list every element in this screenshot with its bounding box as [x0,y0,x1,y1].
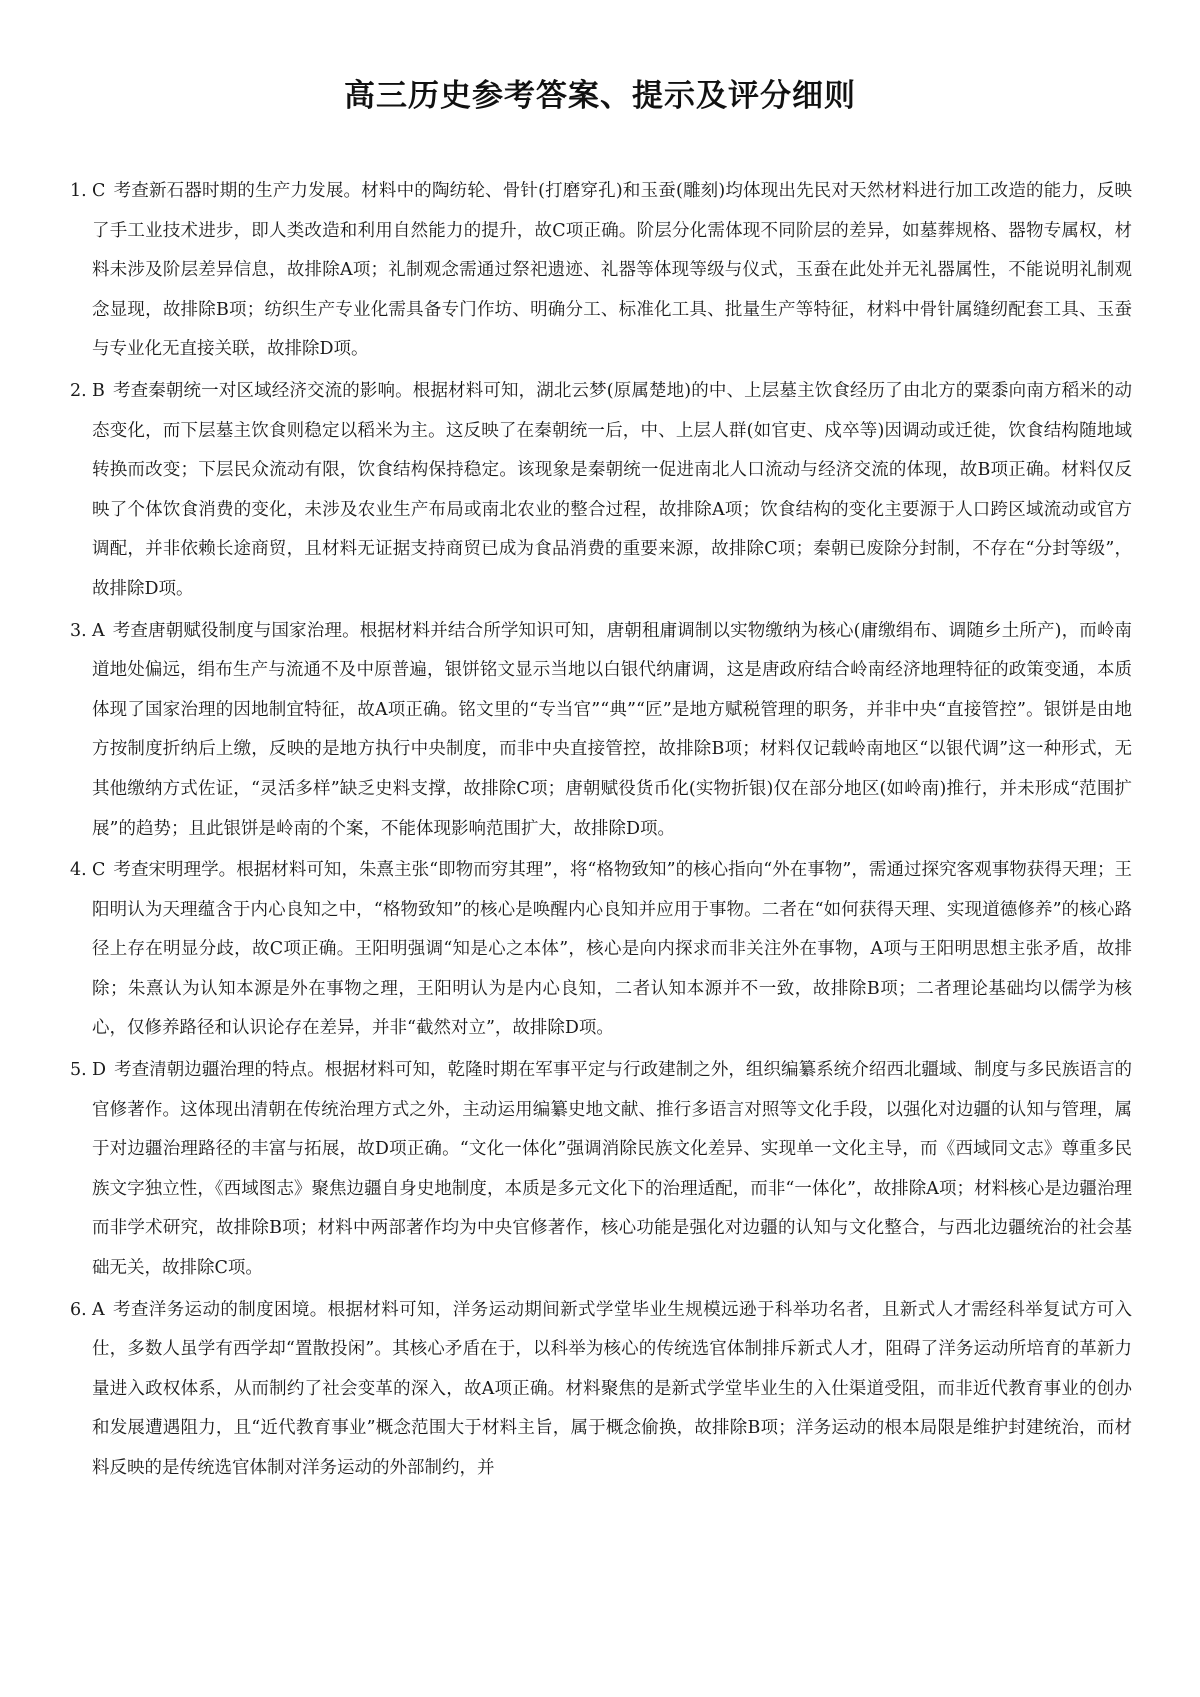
answer-item-6 [70,1291,1132,1489]
item-answer-letter: D [92,1060,107,1081]
answer-item-1 [70,172,1132,370]
answer-item-4 [70,851,1132,1049]
answer-item-5 [70,1051,1132,1289]
page-title: 高三历史参考答案、提示及评分细则 [344,78,856,114]
item-explanation: 考查宋明理学。根据材料可知，朱熹主张“即物而穷其理”，将“格物致知”的核心指向“外在事物”，需通过探究客观事物获得天理；王阳明认为天理蕴含于内心良知之中，“格物致知”的核心是唤醒内心良知并应用于事物。二者在“如何获得天理、实现道德修养”的核心路径上存在明显分歧，故C项正确。王阳明强调“知是心之本体”，核心是向内探求而非关注外在事物，A项与王阳明思想主张矛盾，故排除；朱熹认为认知本源是外在事物之理，王阳明认为是内心良知，二者认知本源并不一致，故排除B项；二者理论基础均以儒学为核心，仅修养路径和认识论存在差异，并非“截然对立”，故排除D项。 [92,860,1132,1039]
item-number: 1. [70,181,87,201]
item-number: 2. [70,380,87,401]
item-explanation: 考查唐朝赋役制度与国家治理。根据材料并结合所学知识可知，唐朝租庸调制以实物缴纳为核心(庸缴绢布、调随乡土所产)，而岭南道地处偏远，绢布生产与流通不及中原普遍，银饼铭文显示当地以白银代纳庸调，这是唐政府结合岭南经济地理特征的政策变通，本质体现了国家治理的因地制宜特征，故A项正确。铭文里的“专当官”“典”“匠”是地方赋税管理的职务，并非中央“直接管控”。银饼是由地方按制度折纳后上缴，反映的是地方执行中央制度，而非中央直接管控，故排除B项；材料仅记载岭南地区“以银代调”这一种形式，无其他缴纳方式佐证，“灵活多样”缺乏史料支撑，故排除C项；唐朝赋役货币化(实物折银)仅在部分地区(如岭南)推行，并未形成“范围扩展”的趋势；且此银饼是岭南的个案，不能体现影响范围扩大，故排除D项。 [92,620,1132,839]
item-number: 4. [70,860,87,881]
item-answer-letter: A [92,1299,105,1320]
item-explanation: 考查秦朝统一对区域经济交流的影响。根据材料可知，湖北云梦(原属楚地)的中、上层墓主饮食经历了由北方的粟黍向南方稻米的动态变化，而下层墓主饮食则稳定以稻米为主。这反映了在秦朝统一后，中、上层人群(如官吏、戍卒等)因调动或迁徙，饮食结构随地域转换而改变；下层民众流动有限，饮食结构保持稳定。该现象是秦朝统一促进南北人口流动与经济交流的体现，故B项正确。材料仅反映了个体饮食消费的变化，未涉及农业生产布局或南北农业的整合过程，故排除A项；饮食结构的变化主要源于人口跨区域流动或官方调配，并非依赖长途商贸，且材料无证据支持商贸已成为食品消费的重要来源，故排除C项；秦朝已废除分封制，不存在“分封等级”，故排除D项。 [92,380,1132,599]
item-number: 5. [70,1060,87,1081]
item-answer-letter: A [92,620,105,641]
item-body [92,172,1132,370]
item-body [92,372,1132,610]
item-answer-letter: C [92,181,106,201]
answer-item-2 [70,372,1132,610]
item-body [92,612,1132,850]
answer-list [70,172,1132,1491]
answer-item-3 [70,612,1132,850]
item-explanation: 考查新石器时期的生产力发展。材料中的陶纺轮、骨针(打磨穿孔)和玉蚕(雕刻)均体现出先民对天然材料进行加工改造的能力，反映了手工业技术进步，即人类改造和利用自然能力的提升，故C项正确。阶层分化需体现不同阶层的差异，如墓葬规格、器物专属权，材料未涉及阶层差异信息，故排除A项；礼制观念需通过祭祀遗迹、礼器等体现等级与仪式，玉蚕在此处并无礼器属性，不能说明礼制观念显现，故排除B项；纺织生产专业化需具备专门作坊、明确分工、标准化工具、批量生产等特征，材料中骨针属缝纫配套工具、玉蚕与专业化无直接关联，故排除D项。 [92,181,1132,360]
item-explanation: 考查洋务运动的制度困境。根据材料可知，洋务运动期间新式学堂毕业生规模远逊于科举功名者，且新式人才需经科举复试方可入仕，多数人虽学有西学却“置散投闲”。其核心矛盾在于，以科举为核心的传统选官体制排斥新式人才，阻碍了洋务运动所培育的革新力量进入政权体系，从而制约了社会变革的深入，故A项正确。材料聚焦的是新式学堂毕业生的入仕渠道受阻，而非近代教育事业的创办和发展遭遇阻力，且“近代教育事业”概念范围大于材料主旨，属于概念偷换，故排除B项；洋务运动的根本局限是维护封建统治，而材料反映的是传统选官体制对洋务运动的外部制约，并 [92,1299,1132,1478]
item-number: 6. [70,1299,87,1320]
item-number: 3. [70,620,87,641]
item-body [92,1051,1132,1289]
item-answer-letter: C [92,860,106,881]
item-body [92,851,1132,1049]
item-body [92,1291,1132,1489]
item-answer-letter: B [92,380,105,401]
item-explanation: 考查清朝边疆治理的特点。根据材料可知，乾隆时期在军事平定与行政建制之外，组织编纂系统介绍西北疆域、制度与多民族语言的官修著作。这体现出清朝在传统治理方式之外，主动运用编纂史地文献、推行多语言对照等文化手段，以强化对边疆的认知与管理，属于对边疆治理路径的丰富与拓展，故D项正确。“文化一体化”强调消除民族文化差异、实现单一文化主导，而《西域同文志》尊重多民族文字独立性，《西域图志》聚焦边疆自身史地制度，本质是多元文化下的治理适配，而非“一体化”，故排除A项；材料核心是边疆治理而非学术研究，故排除B项；材料中两部著作均为中央官修著作，核心功能是强化对边疆的认知与文化整合，与西北边疆统治的社会基础无关，故排除C项。 [92,1060,1132,1279]
